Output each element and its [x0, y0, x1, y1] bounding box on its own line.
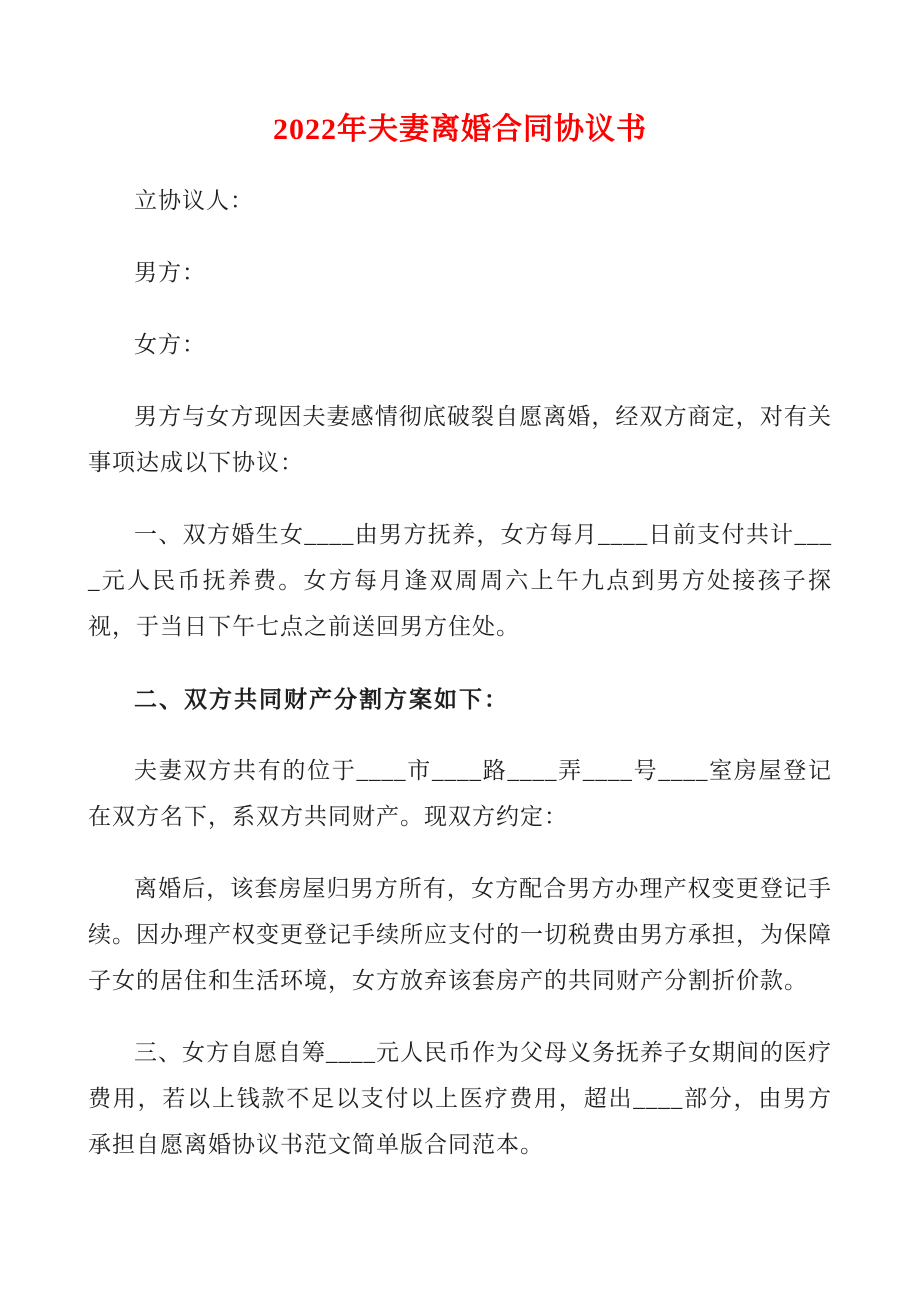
section-1-custody-paragraph: 一、双方婚生女____由男方抚养，女方每月____日前支付共计____元人民币抚养费。女方每月逢双周周六上午九点到男方处接孩子探视，于当日下午七点之前送回男方住处。	[88, 522, 832, 639]
wife-line: 女方：	[134, 332, 206, 357]
document-title: 2022年夫妻离婚合同协议书	[273, 113, 647, 146]
section-2-property-paragraph: 夫妻双方共有的位于____市____路____弄____号____室房屋登记在双方名下，系双方共同财产。现双方约定：	[88, 758, 832, 829]
section-2-heading: 二、双方共同财产分割方案如下：	[134, 686, 509, 712]
party-intro-line: 立协议人：	[134, 188, 254, 213]
preamble-paragraph: 男方与女方现因夫妻感情彻底破裂自愿离婚，经双方商定，对有关事项达成以下协议：	[88, 404, 832, 475]
section-3-medical-fees-paragraph: 三、女方自愿自筹____元人民币作为父母义务抚养子女期间的医疗费用，若以上钱款不足以支付以上医疗费用，超出____部分，由男方承担自愿离婚协议书范文简单版合同范本。	[88, 1040, 832, 1157]
husband-line: 男方：	[134, 260, 206, 285]
section-2-house-transfer-paragraph: 离婚后，该套房屋归男方所有，女方配合男方办理产权变更登记手续。因办理产权变更登记手续所应支付的一切税费由男方承担，为保障子女的居住和生活环境，女方放弃该套房产的共同财产分割折价款。	[88, 876, 832, 993]
